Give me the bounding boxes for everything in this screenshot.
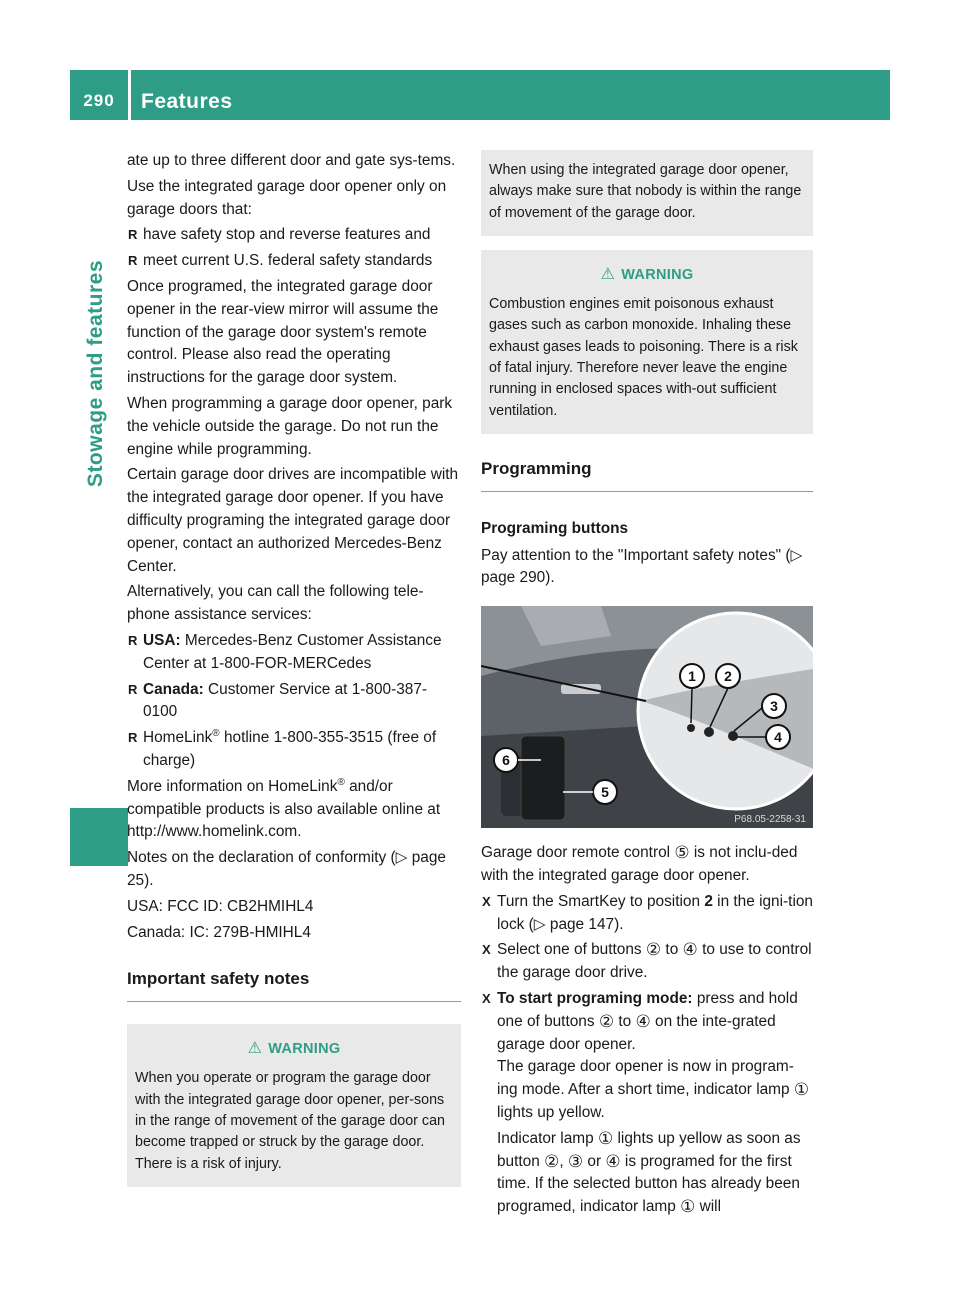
warning-title: WARNING <box>621 266 694 283</box>
callout-5: 5 <box>601 784 609 801</box>
text-span: is programed for the first time. If the selected button has already been programed, indicator lamp <box>497 1152 800 1216</box>
circled-4: ④ <box>605 1151 621 1171</box>
circled-2: ② <box>598 1011 615 1031</box>
paragraph: USA: FCC ID: CB2HMIHL4 <box>127 897 314 915</box>
step-label: To start programing mode: <box>497 989 693 1007</box>
page-number: 290 <box>83 91 115 110</box>
step-continuation <box>497 1128 813 1219</box>
warning-triangle-icon: ⚠ <box>600 265 616 283</box>
text-span: or <box>587 1152 602 1170</box>
text-span: lights up yellow. <box>497 1103 605 1121</box>
text-span: on the inte-grated garage door opener. <box>497 1012 776 1053</box>
paragraph: Canada: IC: 279B-HMIHL4 <box>127 923 311 941</box>
warning-box <box>481 250 813 434</box>
text-span: Turn the SmartKey to position <box>497 892 701 910</box>
warning-heading <box>135 1038 453 1060</box>
figure-code: P68.05-2258-31 <box>734 814 806 826</box>
text-span: Indicator lamp <box>497 1129 594 1147</box>
list-item-usa <box>127 630 461 676</box>
list-item-canada <box>127 679 461 725</box>
paragraph: Notes on the declaration of conformity (▷ page 25). <box>127 849 446 889</box>
callout-6: 6 <box>502 752 510 769</box>
paragraph: When programming a garage door opener, park the vehicle outside the garage. Do not run the engine while programming. <box>127 394 453 458</box>
text-span: to <box>665 941 679 959</box>
figure-illustration <box>481 606 813 828</box>
text-span: The garage door opener is now in program-ing mode. After a short time, indicator lamp <box>497 1058 794 1099</box>
canada-label: Canada: <box>143 680 204 698</box>
list-item: R have safety stop and reverse features and <box>127 224 461 247</box>
callout-4: 4 <box>774 729 782 746</box>
homelink-text: hotline 1-800-355-3515 (free of charge) <box>143 729 437 769</box>
paragraph <box>127 776 461 844</box>
circled-3: ③ <box>567 1151 584 1171</box>
left-column <box>127 150 461 1187</box>
warning-triangle-icon: ⚠ <box>247 1040 263 1058</box>
side-tab-label: Stowage and features <box>84 260 107 488</box>
warning-box <box>127 1024 461 1187</box>
warning-text: When you operate or program the garage door with the integrated garage door opener, per-sons in the range of movement of the garage door can become trapped or struck by the garage door. There is a risk of injury. <box>135 1070 445 1172</box>
section-title: Features <box>141 90 233 113</box>
circled-1: ① <box>680 1197 696 1217</box>
text-span: in the igni-tion lock (▷ page 147). <box>497 892 813 933</box>
homelink-label: HomeLink <box>143 729 213 747</box>
usa-label: USA: <box>143 631 181 649</box>
text-span: will <box>699 1198 721 1216</box>
step-item <box>481 988 813 1219</box>
registered-mark: ® <box>212 728 220 739</box>
text-span: to use to control the garage door drive. <box>497 941 812 982</box>
text-span: and/or compatible products is also available online at http://www.homelink.com. <box>127 777 441 841</box>
step-item <box>481 939 813 985</box>
usa-text: Mercedes-Benz Customer Assistance Center at 1-800-FOR-MERCedes <box>143 631 442 672</box>
list-item: R meet current U.S. federal safety standards <box>127 250 461 273</box>
circled-4: ④ <box>635 1011 651 1031</box>
heading-important-safety-notes: Important safety notes <box>127 968 461 1002</box>
text-span: More information on HomeLink <box>127 777 338 795</box>
garage-door-opener-figure <box>481 606 813 828</box>
text-span: press and hold one of buttons <box>497 989 798 1030</box>
text-span: Select one of buttons <box>497 941 642 959</box>
step-item <box>481 891 813 937</box>
callout-3: 3 <box>770 698 778 715</box>
paragraph: Pay attention to the "Important safety notes" (▷ page 290). <box>481 546 803 587</box>
callout-2: 2 <box>724 668 732 685</box>
registered-mark: ® <box>337 776 345 788</box>
circled-2: ② <box>544 1151 560 1171</box>
header-divider <box>128 70 131 120</box>
text-span: Garage door remote control <box>481 844 671 862</box>
side-tab-marker <box>70 808 128 866</box>
circled-2: ② <box>645 940 662 960</box>
circled-1: ① <box>793 1080 810 1100</box>
circled-5: ⑤ <box>674 843 690 863</box>
list-item-homelink <box>127 727 461 773</box>
text-span: , <box>559 1152 564 1170</box>
heading-programming: Programming <box>481 458 813 492</box>
text-span: to <box>618 1012 632 1030</box>
paragraph: ate up to three different door and gate sys-tems. <box>127 152 456 169</box>
canada-text: Customer Service at 1-800-387-0100 <box>143 680 428 721</box>
warning-title: WARNING <box>268 1041 341 1058</box>
position-number: 2 <box>704 892 713 910</box>
subheading-programing-buttons: Programing buttons <box>481 519 629 537</box>
paragraph: Alternatively, you can call the following tele-phone assistance services: <box>127 583 424 624</box>
warning-heading <box>489 264 805 286</box>
note-box: When using the integrated garage door opener, always make sure that nobody is within the range of movement of the garage door. <box>481 150 813 236</box>
warning-text: Combustion engines emit poisonous exhaust gases such as carbon monoxide. Inhaling these exhaust gases leads to poisoning. There is a risk of fatal injury. Therefore never leave the engine running in enclosed spaces with-out sufficient ventilation. <box>489 296 798 419</box>
circled-4: ④ <box>682 940 698 960</box>
text-span: lights up yellow as soon as button <box>497 1129 801 1170</box>
paragraph: Use the integrated garage door opener only on garage doors that: <box>127 177 447 218</box>
circled-1: ① <box>597 1128 614 1148</box>
paragraph: Once programed, the integrated garage door opener in the rear-view mirror will assume the function of the garage door system's remote control. Please also read the operating instructions for the garage door system. <box>127 277 439 387</box>
text-span: is not inclu-ded with the integrated garage door opener. <box>481 844 798 884</box>
callout-1: 1 <box>688 668 696 685</box>
paragraph <box>481 842 813 888</box>
paragraph: Certain garage door drives are incompatible with the integrated garage door opener. If you have difficulty programing the integrated garage door opener, contact an authorized Mercedes-Benz Center. <box>127 466 459 575</box>
right-column <box>481 150 813 1222</box>
